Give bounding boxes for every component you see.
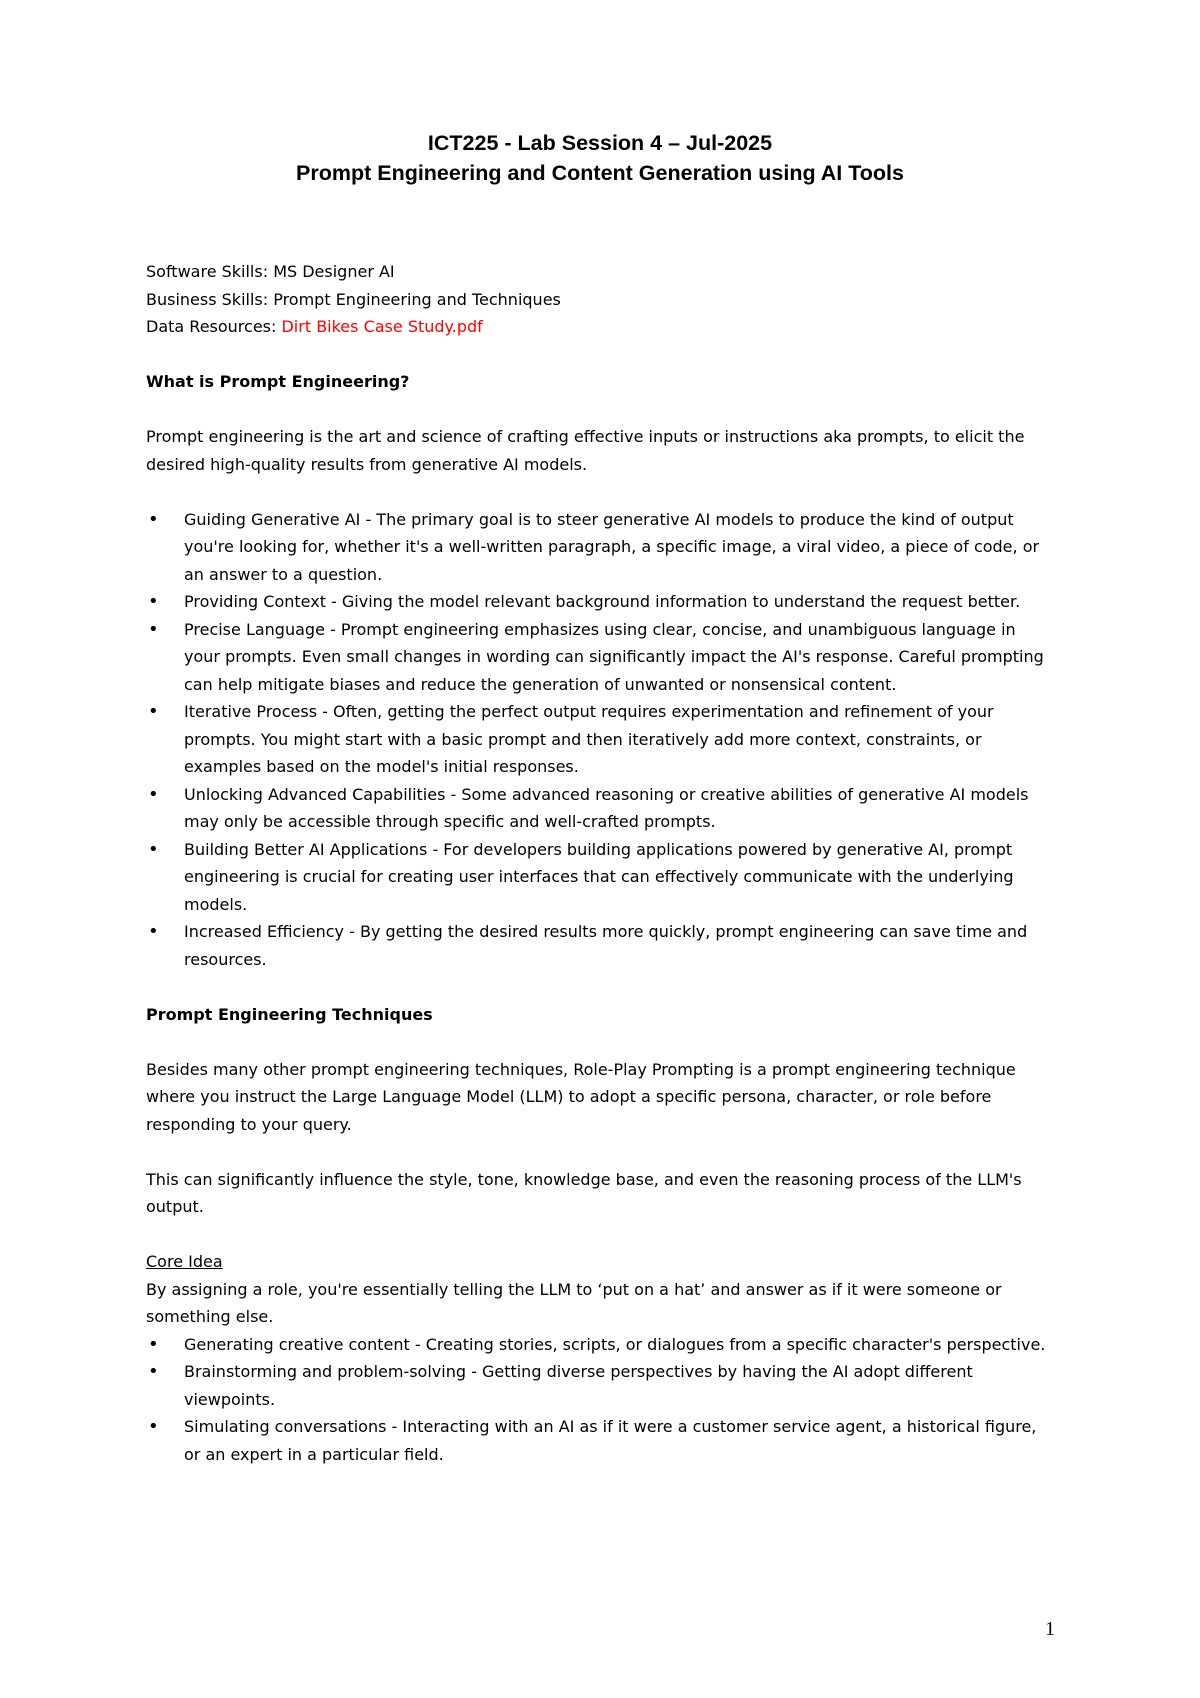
document-subtitle: Prompt Engineering and Content Generation using AI Tools (296, 161, 904, 185)
role-play-paragraph: Besides many other prompt engineering techniques, Role-Play Prompting is a prompt engineering technique where you instruct the Large Language Model (LLM) to adopt a specific persona, character, or role before responding to your query. (146, 1059, 1016, 1134)
influence-paragraph: This can significantly influence the style, tone, knowledge base, and even the reasoning process of the LLM's output. (146, 1169, 1022, 1216)
list-item: • Brainstorming and problem-solving - Getting diverse perspectives by having the AI adopt different viewpoints. (146, 1358, 1056, 1413)
section-heading-techniques: Prompt Engineering Techniques (146, 1004, 433, 1024)
list-item: • Guiding Generative AI - The primary goal is to steer generative AI models to produce the kind of output you're looking for, whether it's a well-written paragraph, a specific image, a viral video, a piece of code, or an answer to a question. (146, 506, 1056, 589)
list-item: • Generating creative content - Creating stories, scripts, or dialogues from a specific character's perspective. (146, 1331, 1056, 1359)
benefits-list (146, 506, 1056, 974)
list-item: • Providing Context - Giving the model relevant background information to understand the request better. (146, 588, 1056, 616)
list-item: • Unlocking Advanced Capabilities - Some advanced reasoning or creative abilities of generative AI models may only be accessible through specific and well-crafted prompts. (146, 781, 1056, 836)
list-item: • Increased Efficiency - By getting the desired results more quickly, prompt engineering can save time and resources. (146, 918, 1056, 973)
list-item: • Simulating conversations - Interacting with an AI as if it were a customer service agent, a historical figure, or an expert in a particular field. (146, 1413, 1056, 1468)
list-item: • Building Better AI Applications - For developers building applications powered by generative AI, prompt engineering is crucial for creating user interfaces that can effectively communicate with the underlying models. (146, 836, 1056, 919)
section-heading-what-is: What is Prompt Engineering? (146, 372, 410, 391)
data-resources-file-link[interactable]: Dirt Bikes Case Study.pdf (281, 317, 483, 336)
list-item: • Iterative Process - Often, getting the perfect output requires experimentation and refinement of your prompts. You might start with a basic prompt and then iteratively add more context, constraints, or examples based on the model's initial responses. (146, 698, 1056, 781)
software-skills: Software Skills: MS Designer AI (146, 262, 395, 281)
data-resources (146, 313, 1056, 341)
intro-paragraph: Prompt engineering is the art and science of crafting effective inputs or instructions aka prompts, to elicit the desired high-quality results from generative AI models. (146, 427, 1025, 474)
core-idea-text: By assigning a role, you're essentially telling the LLM to ‘put on a hat’ and answer as if it were someone or something else. (146, 1279, 1002, 1326)
business-skills: Business Skills: Prompt Engineering and Techniques (146, 289, 561, 309)
list-item: • Precise Language - Prompt engineering emphasizes using clear, concise, and unambiguous language in your prompts. Even small changes in wording can significantly impact the AI's response. Careful prompting can help mitigate biases and reduce the generation of unwanted or nonsensical content. (146, 616, 1056, 699)
data-resources-label: Data Resources: (146, 317, 282, 336)
document-body (146, 258, 1056, 1468)
uses-list (146, 1331, 1056, 1469)
core-idea-heading: Core Idea (146, 1252, 223, 1271)
document-title: ICT225 - Lab Session 4 – Jul-2025 (427, 131, 773, 155)
page-number: 1 (1045, 1618, 1055, 1640)
